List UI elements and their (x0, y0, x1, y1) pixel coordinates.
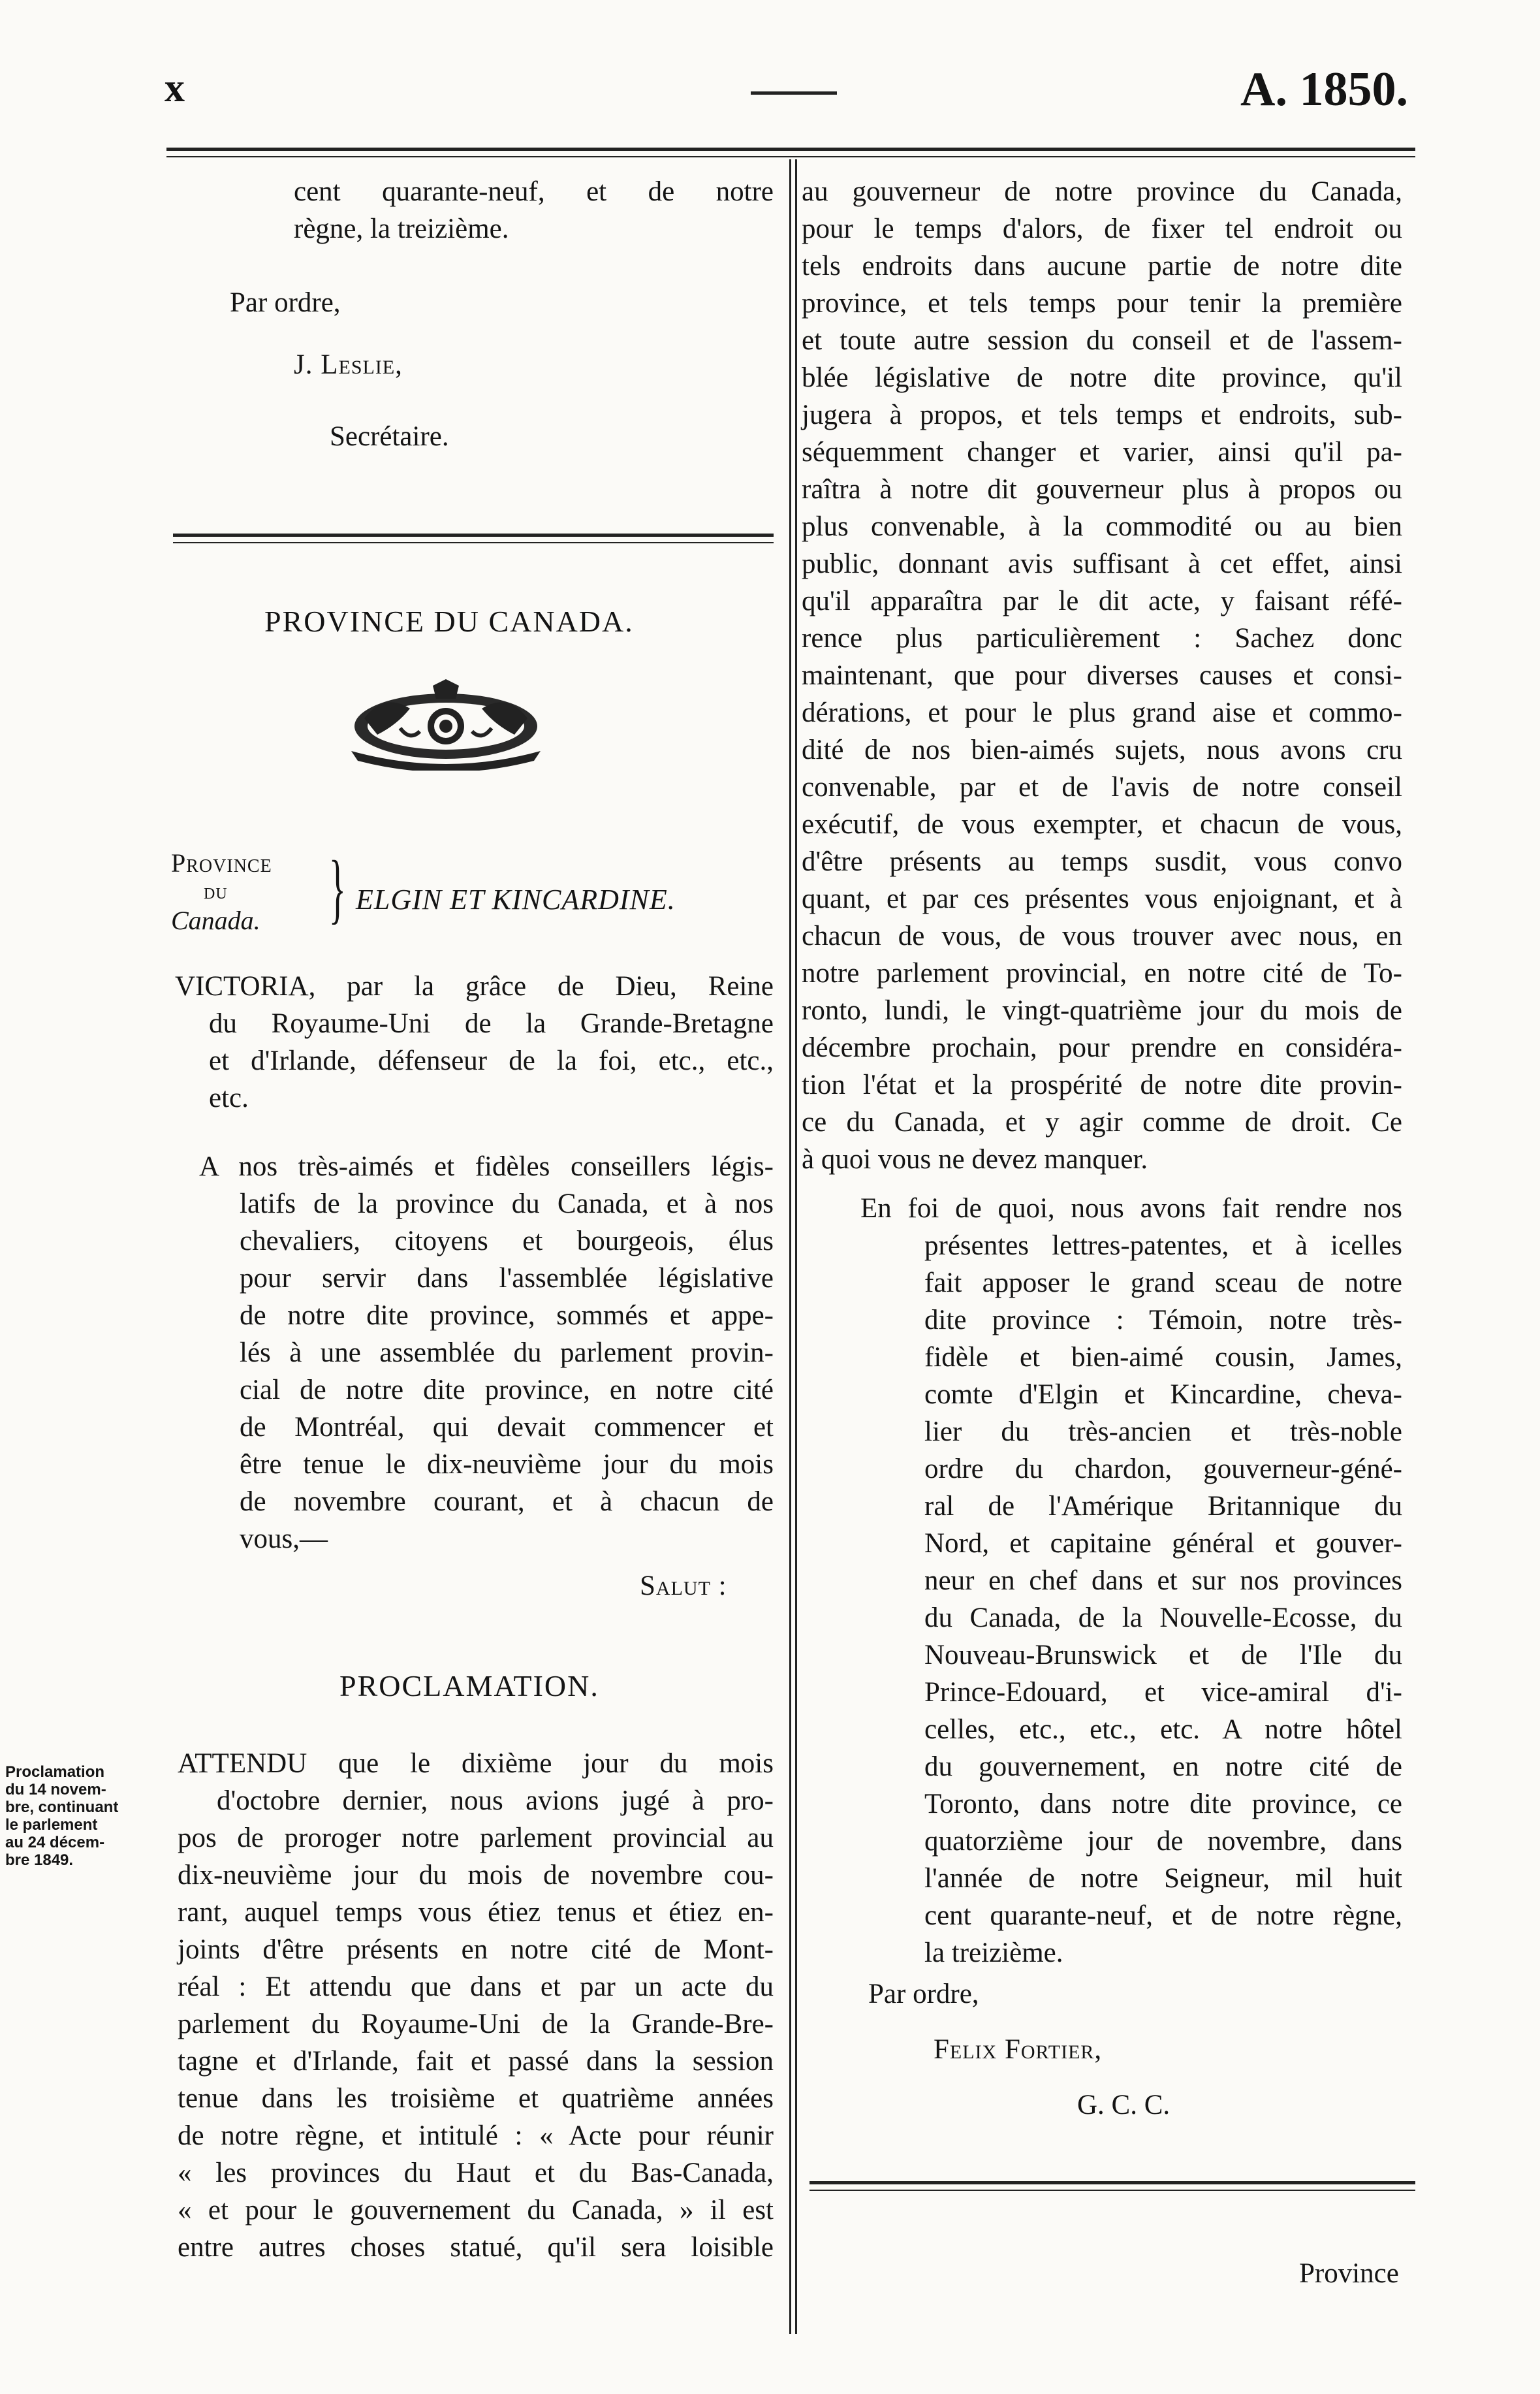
header-rule-thin (166, 156, 1415, 157)
witness-paragraph (860, 1190, 1402, 1971)
right-line-8: séquemment changer et varier, ainsi qu'il pa- (802, 437, 1402, 468)
right-line-10: plus convenable, à la commodité ou au bien (802, 511, 1402, 542)
proclamation-line-1: ATTENDU que le dixième jour du mois (178, 1748, 774, 1779)
right-line-1: au gouverneur de notre province du Canada, (802, 176, 1402, 207)
witness-line-5: fidèle et bien-aimé cousin, James, (924, 1342, 1402, 1373)
right-line-18: exécutif, de vous exempter, et chacun de vous, (802, 809, 1402, 840)
address-paragraph (199, 1148, 774, 1557)
address-line-11: vous,— (240, 1524, 328, 1554)
province-label-line-2: du (204, 880, 228, 904)
header-dash (751, 91, 837, 95)
proclamation-line-3: pos de proroger notre parlement provincial au (178, 1823, 774, 1853)
right-line-25: tion l'état et la prospérité de notre dite provin- (802, 1070, 1402, 1100)
column-divider-inner (795, 159, 797, 2334)
right-line-19: d'être présents au temps susdit, vous convo (802, 846, 1402, 877)
address-line-6: lés à une assemblée du parlement provin- (240, 1337, 774, 1368)
address-line-4: pour servir dans l'assemblée législative (240, 1263, 774, 1294)
margin-note-line-3: bre, continuant (5, 1798, 119, 1816)
header-rule (166, 148, 1415, 151)
proclamation-paragraph (178, 1745, 774, 2266)
proclamation-line-10: tenue dans les troisième et quatrième années (178, 2083, 774, 2114)
left-section-rule-thin (173, 542, 774, 543)
witness-line-16: du gouvernement, en notre cité de (924, 1751, 1402, 1782)
province-brace: } (328, 844, 346, 931)
left-signatory: J. Leslie, (294, 349, 403, 380)
victoria-line-2: du Royaume-Uni de la Grande-Bretagne (209, 1008, 774, 1039)
proclamation-title: PROCLAMATION. (339, 1669, 599, 1702)
salut: Salut : (640, 1571, 727, 1601)
elgin-kincardine-title: ELGIN ET KINCARDINE. (356, 884, 676, 916)
right-line-22: notre parlement provincial, en notre cité de To- (802, 958, 1402, 989)
witness-line-6: comte d'Elgin et Kincardine, cheva- (924, 1379, 1402, 1410)
left-section-rule (173, 534, 774, 537)
address-line-9: être tenue le dix-neuvième jour du mois (240, 1449, 774, 1480)
right-line-16: dité de nos bien-aimés sujets, nous avons cru (802, 735, 1402, 765)
right-line-17: convenable, par et de l'avis de notre conseil (802, 772, 1402, 803)
proclamation-line-5: rant, auquel temps vous étiez tenus et étiez en- (178, 1897, 774, 1928)
left-signatory-title: Secrétaire. (330, 421, 449, 452)
right-line-13: rence plus particulièrement : Sachez donc (802, 623, 1402, 654)
left-top-text (294, 173, 774, 247)
witness-line-17: Toronto, dans notre dite province, ce (924, 1789, 1402, 1819)
right-body-paragraph (802, 173, 1402, 1178)
address-line-1: A nos très-aimés et fidèles conseillers légis- (199, 1151, 774, 1182)
right-line-6: blée législative de notre dite province, qu'il (802, 362, 1402, 393)
right-closing-rule-thin (809, 2190, 1415, 2191)
proclamation-line-13: « et pour le gouvernement du Canada, » il est (178, 2195, 774, 2226)
proclamation-line-14: entre autres choses statué, qu'il sera loisible (178, 2232, 774, 2263)
witness-line-4: dite province : Témoin, notre très- (924, 1305, 1402, 1335)
right-line-12: qu'il apparaîtra par le dit acte, y faisant réfé- (802, 586, 1402, 616)
province-label-block (171, 849, 272, 935)
page-number: x (165, 66, 185, 110)
witness-line-20: cent quarante-neuf, et de notre règne, (924, 1900, 1402, 1931)
address-line-8: de Montréal, qui devait commencer et (240, 1412, 774, 1443)
address-line-10: de novembre courant, et à chacun de (240, 1486, 774, 1517)
witness-line-8: ordre du chardon, gouverneur-géné- (924, 1454, 1402, 1484)
proclamation-line-7: réal : Et attendu que dans et par un acte du (178, 1971, 774, 2002)
proclamation-line-9: tagne et d'Irlande, fait et passé dans la session (178, 2046, 774, 2077)
witness-line-2: présentes lettres-patentes, et à icelles (924, 1230, 1402, 1261)
column-divider (789, 159, 791, 2334)
address-line-3: chevaliers, citoyens et bourgeois, élus (240, 1226, 774, 1256)
margin-note-line-5: au 24 décem- (5, 1834, 105, 1851)
address-line-2: latifs de la province du Canada, et à nos (240, 1189, 774, 1219)
left-par-ordre: Par ordre, (230, 287, 341, 318)
right-line-5: et toute autre session du conseil et de l'assem- (802, 325, 1402, 356)
right-line-20: quant, et par ces présentes vous enjoignant, et à (802, 884, 1402, 914)
margin-note-line-4: le parlement (5, 1816, 98, 1834)
right-line-7: jugera à propos, et tels temps et endroits, sub- (802, 400, 1402, 430)
left-top-line-2: règne, la treizième. (294, 214, 509, 244)
witness-line-14: Prince-Edouard, et vice-amiral d'i- (924, 1677, 1402, 1708)
right-line-2: pour le temps d'alors, de fixer tel endroit ou (802, 214, 1402, 244)
right-line-27: à quoi vous ne devez manquer. (802, 1144, 1148, 1175)
proclamation-line-8: parlement du Royaume-Uni de la Grande-Bre- (178, 2009, 774, 2039)
witness-line-1: En foi de quoi, nous avons fait rendre nos (860, 1193, 1402, 1224)
witness-line-18: quatorzième jour de novembre, dans (924, 1826, 1402, 1857)
witness-line-9: ral de l'Amérique Britannique du (924, 1491, 1402, 1522)
proclamation-line-11: de notre règne, et intitulé : « Acte pour réunir (178, 2120, 774, 2151)
left-top-line-1: cent quarante-neuf, et de notre (294, 176, 774, 207)
right-line-11: public, donnant avis suffisant à cet effet, ainsi (802, 549, 1402, 579)
proclamation-line-12: « les provinces du Haut et du Bas-Canada, (178, 2158, 774, 2188)
witness-line-21: la treizième. (924, 1938, 1063, 1968)
margin-note-line-6: bre 1849. (5, 1851, 74, 1869)
address-line-5: de notre dite province, sommés et appe- (240, 1300, 774, 1331)
margin-note (5, 1763, 118, 1869)
right-line-9: raîtra à notre dit gouverneur plus à propos ou (802, 474, 1402, 505)
witness-line-19: l'année de notre Seigneur, mil huit (924, 1863, 1402, 1894)
right-line-26: ce du Canada, et y agir comme de droit. Ce (802, 1107, 1402, 1138)
right-closing-rule (809, 2181, 1415, 2184)
right-line-23: ronto, lundi, le vingt-quatrième jour du mois de (802, 995, 1402, 1026)
province-title: PROVINCE DU CANADA. (264, 605, 634, 638)
proclamation-line-2: d'octobre dernier, nous avions jugé à pro- (217, 1785, 774, 1816)
victoria-paragraph (175, 968, 774, 1117)
right-line-14: maintenant, que pour diverses causes et consi- (802, 660, 1402, 691)
right-signatory-title: G. C. C. (1077, 2090, 1171, 2120)
margin-note-line-1: Proclamation (5, 1763, 105, 1781)
witness-line-7: lier du très-ancien et très-noble (924, 1416, 1402, 1447)
catchword: Province (1299, 2258, 1399, 2289)
right-line-3: tels endroits dans aucune partie de notre dite (802, 251, 1402, 281)
proclamation-line-4: dix-neuvième jour du mois de novembre cou- (178, 1860, 774, 1891)
page-year: A. 1850. (1240, 63, 1408, 116)
victoria-line-4: etc. (209, 1083, 249, 1113)
witness-line-11: neur en chef dans et sur nos provinces (924, 1565, 1402, 1596)
proclamation-line-6: joints d'être présents en notre cité de Mont- (178, 1934, 774, 1965)
victoria-line-3: et d'Irlande, défenseur de la foi, etc., etc., (209, 1045, 774, 1076)
witness-line-15: celles, etc., etc., etc. A notre hôtel (924, 1714, 1402, 1745)
witness-line-13: Nouveau-Brunswick et de l'Ile du (924, 1640, 1402, 1670)
margin-note-line-2: du 14 novem- (5, 1781, 106, 1798)
coat-of-arms-seal (338, 679, 554, 771)
victoria-line-1: VICTORIA, par la grâce de Dieu, Reine (175, 971, 774, 1002)
right-line-4: province, et tels temps pour tenir la première (802, 288, 1402, 319)
right-line-24: décembre prochain, pour prendre en considéra- (802, 1032, 1402, 1063)
right-line-15: dérations, et pour le plus grand aise et commo- (802, 697, 1402, 728)
witness-line-12: du Canada, de la Nouvelle-Ecosse, du (924, 1603, 1402, 1633)
province-label-line-3: Canada. (171, 906, 260, 935)
witness-line-3: fait apposer le grand sceau de notre (924, 1268, 1402, 1298)
province-label-line-1: Province (171, 848, 272, 878)
right-par-ordre: Par ordre, (868, 1979, 979, 2009)
address-line-7: cial de notre dite province, en notre cité (240, 1375, 774, 1405)
right-line-21: chacun de vous, de vous trouver avec nous, en (802, 921, 1402, 951)
witness-line-10: Nord, et capitaine général et gouver- (924, 1528, 1402, 1559)
right-signatory: Felix Fortier, (934, 2034, 1103, 2065)
